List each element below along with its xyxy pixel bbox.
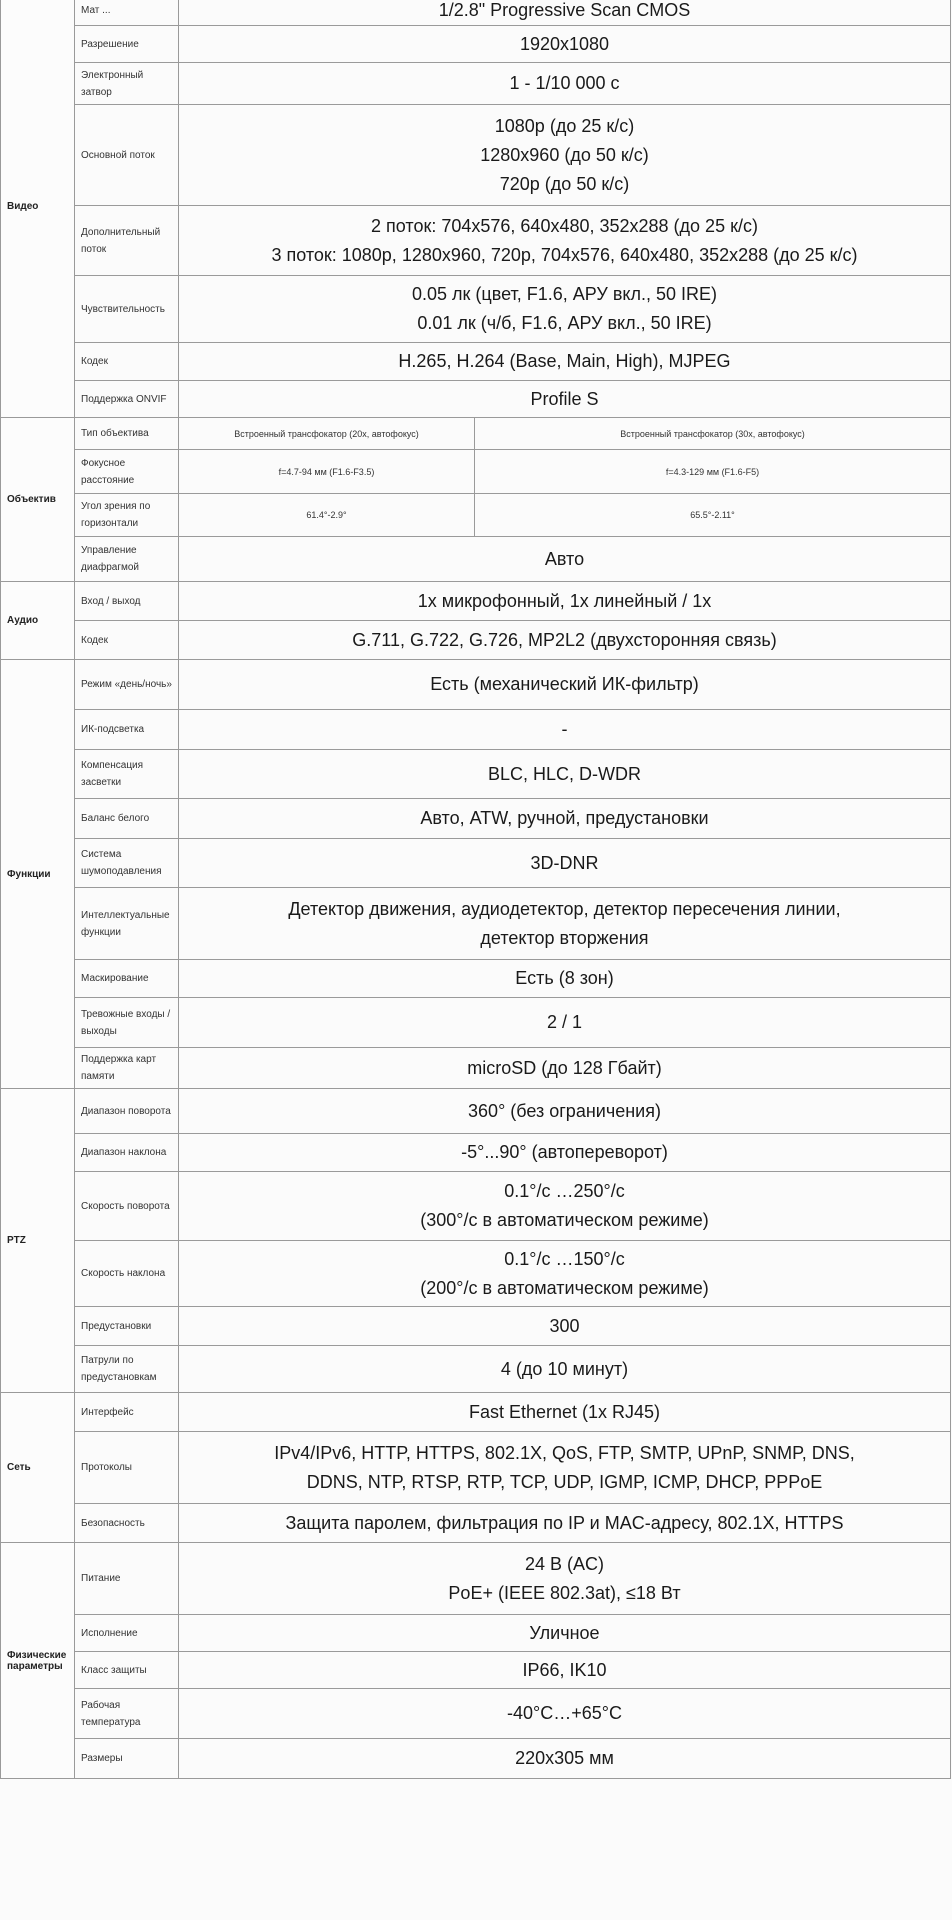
row-value: 1х микрофонный, 1х линейный / 1х <box>179 582 951 621</box>
spec-row-daynight <box>1 660 951 710</box>
row-value: 1920x1080 <box>179 26 951 63</box>
row-label: Вход / выход <box>75 582 179 621</box>
spec-row-protection <box>1 1652 951 1689</box>
row-value: Уличное <box>179 1615 951 1652</box>
value-line: 0.01 лк (ч/б, F1.6, АРУ вкл., 50 IRE) <box>417 313 712 333</box>
spec-row-patrols <box>1 1346 951 1393</box>
group-physical: Физические параметры <box>1 1543 75 1779</box>
row-label: Питание <box>75 1543 179 1615</box>
row-label: Предустановки <box>75 1307 179 1346</box>
spec-row-iris <box>1 537 951 582</box>
spec-row-onvif <box>1 381 951 418</box>
spec-row-matrix <box>1 0 951 26</box>
value-30x: Встроенный трансфокатор (30х, автофокус) <box>475 418 951 450</box>
spec-row-focal <box>1 450 951 494</box>
row-value <box>179 1432 951 1504</box>
spec-row-temperature <box>1 1689 951 1739</box>
row-value <box>179 105 951 206</box>
row-value: microSD (до 128 Гбайт) <box>179 1048 951 1089</box>
spec-row-wb <box>1 799 951 839</box>
row-label: Управление диафрагмой <box>75 537 179 582</box>
row-label: Система шумоподавления <box>75 839 179 888</box>
row-label: Фокусное расстояние <box>75 450 179 494</box>
row-label: Разрешение <box>75 26 179 63</box>
spec-row-audio-codec <box>1 621 951 660</box>
row-label: Угол зрения по горизонтали <box>75 494 179 537</box>
value-line: детектор вторжения <box>480 927 649 948</box>
row-value: Авто, ATW, ручной, предустановки <box>179 799 951 839</box>
spec-row-pan-range <box>1 1089 951 1134</box>
spec-row-interface <box>1 1393 951 1432</box>
spec-row-resolution <box>1 26 951 63</box>
row-value: Profile S <box>179 381 951 418</box>
row-value: 220x305 мм <box>179 1739 951 1779</box>
row-value: H.265, H.264 (Base, Main, High), MJPEG <box>179 343 951 381</box>
spec-row-security <box>1 1504 951 1543</box>
row-label: Рабочая температура <box>75 1689 179 1739</box>
row-label: Кодек <box>75 343 179 381</box>
row-label: Скорость наклона <box>75 1241 179 1307</box>
row-label: Мат ... <box>75 0 179 26</box>
row-value: 1 - 1/10 000 с <box>179 63 951 105</box>
value-line: 1280x960 (до 50 к/с) <box>480 144 649 165</box>
row-value <box>179 1241 951 1307</box>
value-line: 0.05 лк (цвет, F1.6, АРУ вкл., 50 IRE) <box>412 284 717 304</box>
spec-row-protocols <box>1 1432 951 1504</box>
spec-row-shutter <box>1 63 951 105</box>
row-label: Интеллектуальные функции <box>75 888 179 960</box>
spec-row-main-stream <box>1 105 951 206</box>
row-label: Компенсация засветки <box>75 750 179 799</box>
value-20x: 61.4°-2.9° <box>179 494 475 537</box>
group-video: Видео <box>1 0 75 418</box>
spec-row-pan-speed <box>1 1172 951 1241</box>
row-value <box>179 206 951 276</box>
group-functions: Функции <box>1 660 75 1089</box>
row-label: Дополнительный поток <box>75 206 179 276</box>
row-value: 300 <box>179 1307 951 1346</box>
spec-row-card <box>1 1048 951 1089</box>
spec-row-power <box>1 1543 951 1615</box>
row-label: Класс защиты <box>75 1652 179 1689</box>
row-value: Защита паролем, фильтрация по IP и MAC-адресу, 802.1X, HTTPS <box>179 1504 951 1543</box>
row-value: BLC, HLC, D-WDR <box>179 750 951 799</box>
row-label: Тревожные входы / выходы <box>75 998 179 1048</box>
row-value: 360° (без ограничения) <box>179 1089 951 1134</box>
row-label: Протоколы <box>75 1432 179 1504</box>
row-label: Кодек <box>75 621 179 660</box>
row-label: Интерфейс <box>75 1393 179 1432</box>
row-value: 4 (до 10 минут) <box>179 1346 951 1393</box>
row-label: Поддержка карт памяти <box>75 1048 179 1089</box>
row-value <box>179 1543 951 1615</box>
row-value: 1/2.8" Progressive Scan CMOS <box>179 0 951 26</box>
spec-row-design <box>1 1615 951 1652</box>
row-label: Баланс белого <box>75 799 179 839</box>
spec-row-lens-type <box>1 418 951 450</box>
row-label: Диапазон наклона <box>75 1134 179 1172</box>
value-line: IPv4/IPv6, HTTP, HTTPS, 802.1X, QoS, FTP, SMTP, UPnP, SNMP, DNS, <box>274 1442 855 1463</box>
value-line: 3 поток: 1080р, 1280x960, 720р, 704x576, 640x480, 352x288 (до 25 к/с) <box>271 244 858 265</box>
value-20x: f=4.7-94 мм (F1.6-F3.5) <box>179 450 475 494</box>
row-value: 3D-DNR <box>179 839 951 888</box>
row-label: Основной поток <box>75 105 179 206</box>
row-label: Тип объектива <box>75 418 179 450</box>
value-30x: 65.5°-2.11° <box>475 494 951 537</box>
value-line: DDNS, NTP, RTSP, RTP, TCP, UDP, IGMP, ICMP, DHCP, PPPoE <box>306 1471 823 1492</box>
spec-row-audio-io <box>1 582 951 621</box>
row-label: Диапазон поворота <box>75 1089 179 1134</box>
spec-row-alarm <box>1 998 951 1048</box>
row-value: Есть (8 зон) <box>179 960 951 998</box>
value-line: 0.1°/с …150°/с <box>504 1248 625 1269</box>
spec-row-ir <box>1 710 951 750</box>
row-label: Режим «день/ночь» <box>75 660 179 710</box>
spec-row-smart <box>1 888 951 960</box>
row-label: Скорость поворота <box>75 1172 179 1241</box>
row-label: Размеры <box>75 1739 179 1779</box>
row-label: Чувствительность <box>75 276 179 343</box>
spec-row-size <box>1 1739 951 1779</box>
row-label: Маскирование <box>75 960 179 998</box>
spec-row-sensitivity <box>1 276 951 343</box>
value-line: (200°/с в автоматическом режиме) <box>420 1277 709 1298</box>
value-line: PoE+ (IEEE 802.3at), ≤18 Вт <box>448 1582 681 1603</box>
spec-row-tilt-range <box>1 1134 951 1172</box>
spec-row-presets <box>1 1307 951 1346</box>
group-lens: Объектив <box>1 418 75 582</box>
group-network: Сеть <box>1 1393 75 1543</box>
row-value: - <box>179 710 951 750</box>
value-line: 0.1°/с …250°/с <box>504 1181 625 1201</box>
spec-row-sub-stream <box>1 206 951 276</box>
value-20x: Встроенный трансфокатор (20х, автофокус) <box>179 418 475 450</box>
spec-row-mask <box>1 960 951 998</box>
value-line: (300°/с в автоматическом режиме) <box>420 1210 709 1230</box>
group-ptz: PTZ <box>1 1089 75 1393</box>
row-value: Авто <box>179 537 951 582</box>
row-label: Поддержка ONVIF <box>75 381 179 418</box>
row-label: Патрули по предустановкам <box>75 1346 179 1393</box>
row-value <box>179 276 951 343</box>
row-label: Электронный затвор <box>75 63 179 105</box>
row-value: 2 / 1 <box>179 998 951 1048</box>
value-line: 720р (до 50 к/с) <box>499 173 630 194</box>
spec-row-dnr <box>1 839 951 888</box>
group-audio: Аудио <box>1 582 75 660</box>
value-line: 1080р (до 25 к/с) <box>494 115 635 136</box>
value-line: Детектор движения, аудиодетектор, детектор пересечения линии, <box>288 898 841 919</box>
row-label: ИК-подсветка <box>75 710 179 750</box>
row-value: Есть (механический ИК-фильтр) <box>179 660 951 710</box>
value-line: 2 поток: 704x576, 640x480, 352x288 (до 25 к/с) <box>371 215 758 236</box>
row-value: Fast Ethernet (1х RJ45) <box>179 1393 951 1432</box>
row-value: -5°...90° (автопереворот) <box>179 1134 951 1172</box>
spec-row-backlight <box>1 750 951 799</box>
row-label: Безопасность <box>75 1504 179 1543</box>
value-line: 24 В (AC) <box>524 1553 605 1574</box>
value-30x: f=4.3-129 мм (F1.6-F5) <box>475 450 951 494</box>
row-value <box>179 1172 951 1241</box>
spec-row-angle <box>1 494 951 537</box>
spec-row-tilt-speed <box>1 1241 951 1307</box>
row-label: Исполнение <box>75 1615 179 1652</box>
row-value <box>179 888 951 960</box>
row-value: -40°C…+65°C <box>179 1689 951 1739</box>
row-value: G.711, G.722, G.726, MP2L2 (двухсторонняя связь) <box>179 621 951 660</box>
row-value: IP66, IK10 <box>179 1652 951 1689</box>
spec-row-video-codec <box>1 343 951 381</box>
